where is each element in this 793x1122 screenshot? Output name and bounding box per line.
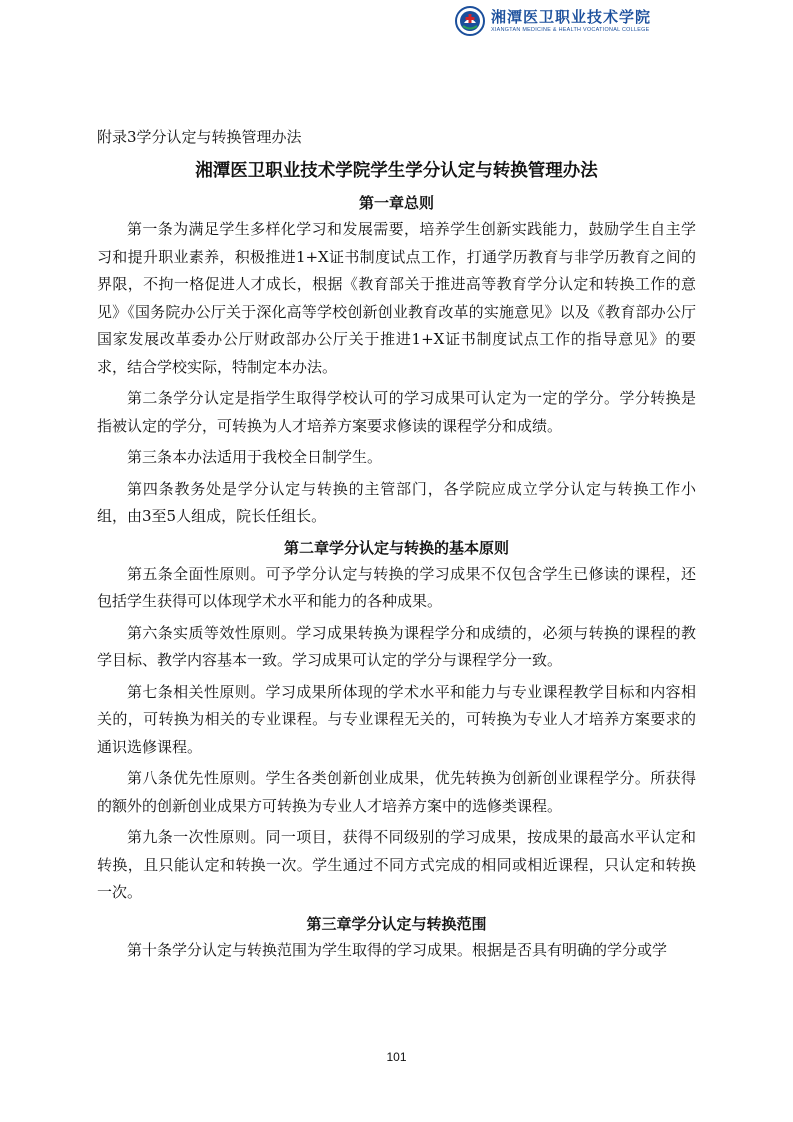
article-paragraph: 第四条教务处是学分认定与转换的主管部门，各学院应成立学分认定与转换工作小组，由3至5人组成，院长任组长。	[97, 479, 696, 525]
article-paragraph: 第八条优先性原则。学生各类创新创业成果，优先转换为创新创业课程学分。所获得的额外的创新创业成果方可转换为专业人才培养方案中的选修类课程。	[97, 769, 696, 815]
article-paragraph: 第七条相关性原则。学习成果所体现的学术水平和能力与专业课程教学目标和内容相关的，可转换为相关的专业课程。与专业课程无关的，可转换为专业人才培养方案要求的通识选修课程。	[97, 682, 696, 756]
article-paragraph: 第三条本办法适用于我校全日制学生。	[127, 448, 383, 466]
school-name-english: XIANGTAN MEDICINE & HEALTH VOCATIONAL COLLEGE	[490, 27, 650, 33]
article-paragraph: 第五条全面性原则。可予学分认定与转换的学习成果不仅包含学生已修读的课程，还包括学生获得可以体现学术水平和能力的各种成果。	[97, 564, 696, 610]
page-header	[455, 4, 651, 38]
chapter-heading: 第二章学分认定与转换的基本原则	[283, 538, 509, 557]
article-paragraph: 第六条实质等效性原则。学习成果转换为课程学分和成绩的，必须与转换的课程的教学目标、教学内容基本一致。学习成果可认定的学分与课程学分一致。	[97, 623, 696, 669]
document-title: 湘潭医卫职业技术学院学生学分认定与转换管理办法	[195, 161, 598, 181]
appendix-label: 附录3学分认定与转换管理办法	[97, 128, 302, 146]
article-paragraph: 第九条一次性原则。同一项目，获得不同级别的学习成果，按成果的最高水平认定和转换，且只能认定和转换一次。学生通过不同方式完成的相同或相近课程，只认定和转换一次。	[97, 828, 696, 901]
article-paragraph: 第十条学分认定与转换范围为学生取得的学习成果。根据是否具有明确的学分或学	[127, 940, 668, 959]
article-paragraph: 第一条为满足学生多样化学习和发展需要，培养学生创新实践能力，鼓励学生自主学习和提升职业素养，积极推进1+X证书制度试点工作，打通学历教育与非学历教育之间的界限，不拘一格促进人才成长，根据《教育部关于推进高等教育学分认定和转换工作的意见》《国务院办公厅关于深化高等学校创新创业教育改革的实施意见》以及《教育部办公厅国家发展改革委办公厅财政部办公厅关于推进1+X证书制度试点工作的指导意见》的要求，结合学校实际，特制定本办法。	[97, 220, 696, 376]
school-name	[491, 8, 651, 34]
chapter-heading: 第三章学分认定与转换范围	[306, 914, 487, 933]
school-name-chinese: 湘潭医卫职业技术学院	[490, 8, 651, 26]
document-body	[97, 124, 696, 968]
school-logo-icon	[455, 6, 485, 36]
chapter-heading: 第一章总则	[358, 194, 434, 212]
article-paragraph: 第二条学分认定是指学生取得学校认可的学习成果可认定为一定的学分。学分转换是指被认定的学分，可转换为人才培养方案要求修读的课程学分和成绩。	[97, 389, 696, 435]
page-number: 101	[386, 1050, 407, 1064]
